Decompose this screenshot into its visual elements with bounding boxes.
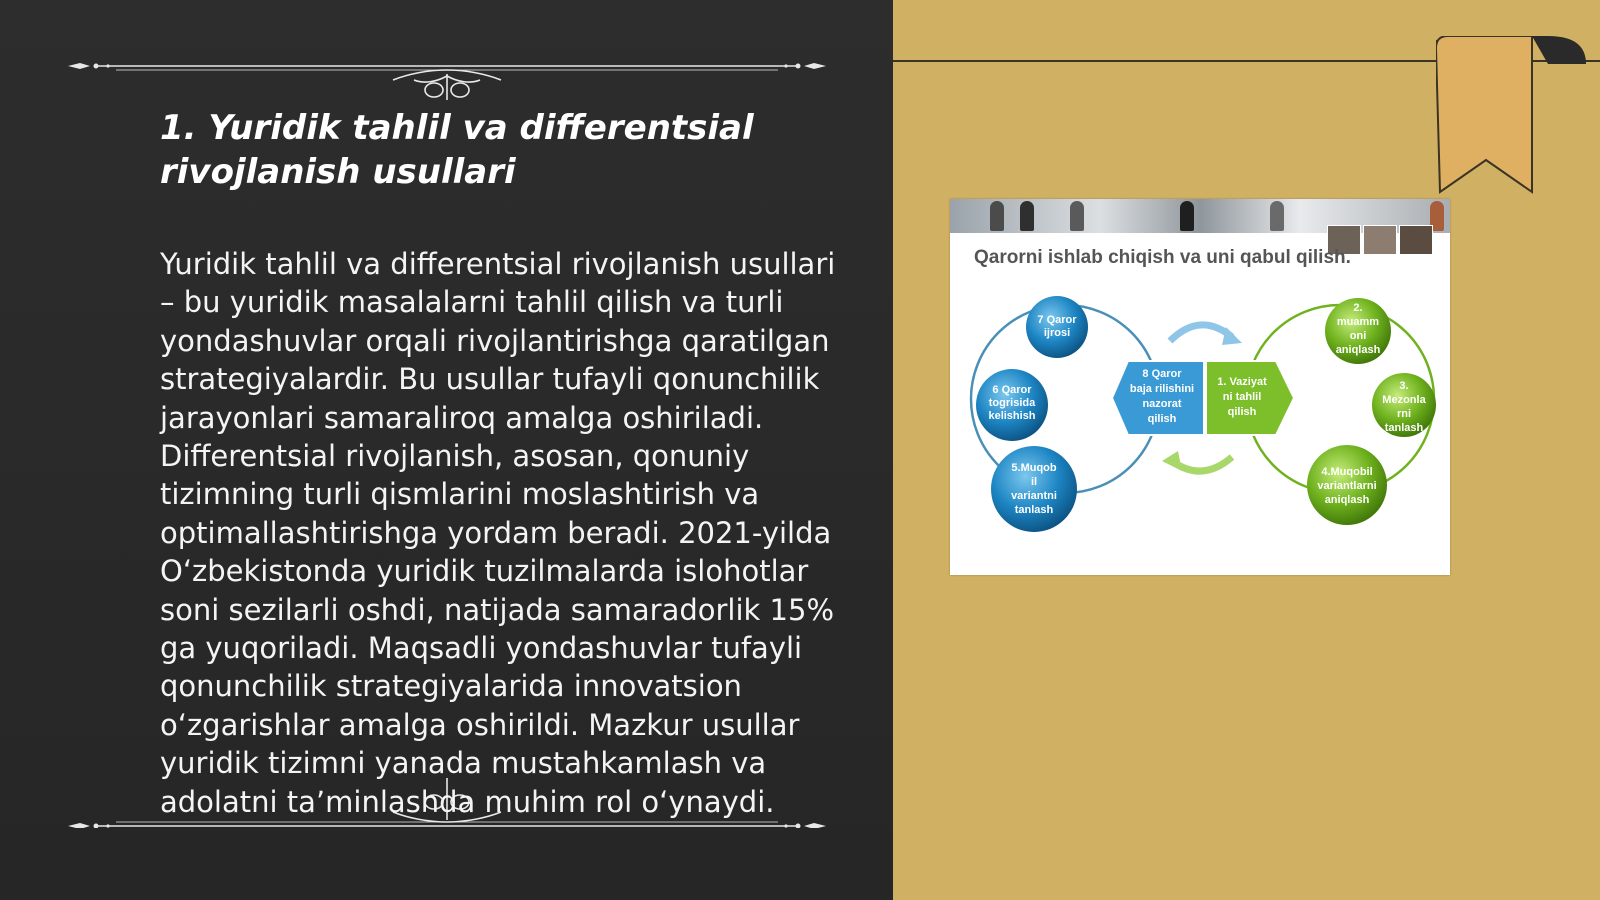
node-7-line-0 [1037, 314, 1077, 326]
node-label-line: 3. [1399, 380, 1409, 392]
node-label-line: tanlash [1384, 422, 1424, 434]
node-label-line: aniqlash [1324, 494, 1370, 506]
node-label-line: rni [1396, 408, 1412, 420]
node-label-line: oni [1349, 330, 1367, 342]
node-label-line: baja rilishini [1129, 383, 1195, 395]
svg-text:ni tahlil [1223, 391, 1262, 403]
node-6 [976, 369, 1048, 441]
decision-diagram-image [950, 199, 1450, 575]
decision-cycle-diagram [950, 199, 1450, 575]
node-label-line: muamm [1336, 316, 1380, 328]
svg-text:4.Muqobil [1321, 466, 1372, 478]
svg-text:qilish [1148, 413, 1177, 425]
node-5 [991, 446, 1077, 532]
node-label-line: tanlash [1014, 504, 1054, 516]
svg-text:muamm [1337, 316, 1379, 328]
node-3 [1372, 373, 1436, 437]
node-label-line: il [1030, 476, 1038, 488]
node-label-line: qilish [1227, 406, 1257, 418]
svg-text:qilish [1228, 406, 1257, 418]
node-label-line: 7 Qaror [1037, 314, 1077, 326]
node-label-line: ijrosi [1043, 327, 1071, 339]
svg-text:variantlarni [1317, 480, 1376, 492]
node-label-line: ni tahlil [1222, 391, 1262, 403]
node-label-line: aniqlash [1335, 344, 1381, 356]
node-4 [1307, 445, 1387, 525]
svg-text:Mezonla [1382, 394, 1426, 406]
svg-text:kelishish [988, 410, 1035, 422]
svg-text:tanlash [1385, 422, 1424, 434]
svg-text:aniqlash [1336, 344, 1381, 356]
node-label-line: togrisida [988, 397, 1036, 409]
svg-text:togrisida [989, 397, 1036, 409]
node-label-line: nazorat [1142, 398, 1182, 410]
svg-text:6 Qaror [992, 384, 1032, 396]
svg-text:2. [1353, 302, 1362, 314]
svg-text:rni [1397, 408, 1411, 420]
svg-text:variantni [1011, 490, 1057, 502]
svg-text:nazorat [1142, 398, 1181, 410]
svg-text:oni [1350, 330, 1367, 342]
node-label-line: 6 Qaror [992, 384, 1032, 396]
svg-text:1. Vaziyat [1217, 376, 1267, 388]
node-label-line: qilish [1147, 413, 1177, 425]
node-label-line: 2. [1353, 302, 1363, 314]
node-label-line: kelishish [988, 410, 1036, 422]
slide-title: 1. Yuridik tahlil va differentsial rivojlanish usullari [160, 108, 754, 192]
node-label-line: 5.Muqob [1011, 462, 1057, 474]
node-label-line: variantlarni [1317, 480, 1377, 492]
svg-text:baja rilishini [1130, 383, 1194, 395]
node-label-line: variantni [1011, 490, 1057, 502]
node-label-line: Mezonla [1382, 394, 1426, 406]
diagram-title: Qarorni ishlab chiqish va uni qabul qilish. [974, 247, 1351, 268]
slide-body-text: Yuridik tahlil va differentsial rivojlanish usullari – bu yuridik masalalarni tahlil qilish va turli yondashuvlar orqali rivojlantirishga qaratilgan strategiyalardir. Bu usullar tufayli qonunchilik jarayonlari samaraliroq amalga oshiriladi. Differentsial rivojlanish, asosan, qonuniy tizimning turli qismlarini moslashtirish va optimallashtirishga yordam beradi. 2021-yilda O‘zbekistonda yuridik tuzilmalarda islohotlar soni sezilarli oshdi, natijada samaradorlik 15% ga yuqoriladi. Maqsadli yondashuvlar tufayli qonunchilik strategiyalarida innovatsion o‘zgarishlar amalga oshirildi. Mazkur usullar yuridik tizimni yanada mustahkamlash va adolatni ta’minlashda muhim rol o‘ynaydi. [160, 247, 836, 819]
top-ornament-divider [68, 40, 826, 100]
node-7 [1026, 296, 1088, 358]
bookmark-ribbon-decoration [1436, 36, 1586, 196]
node-label-line: 1. Vaziyat [1217, 376, 1267, 388]
node-7-line-1 [1044, 327, 1070, 339]
svg-text:aniqlash [1325, 494, 1370, 506]
svg-text:3. [1399, 380, 1408, 392]
node-2 [1325, 298, 1391, 364]
node-label-line: 8 Qaror [1142, 368, 1182, 380]
node-label-line: 4.Muqobil [1321, 466, 1373, 478]
svg-text:tanlash [1015, 504, 1054, 516]
svg-text:8 Qaror [1142, 368, 1182, 380]
svg-text:5.Muqob [1011, 462, 1056, 474]
svg-text:il [1031, 476, 1037, 488]
